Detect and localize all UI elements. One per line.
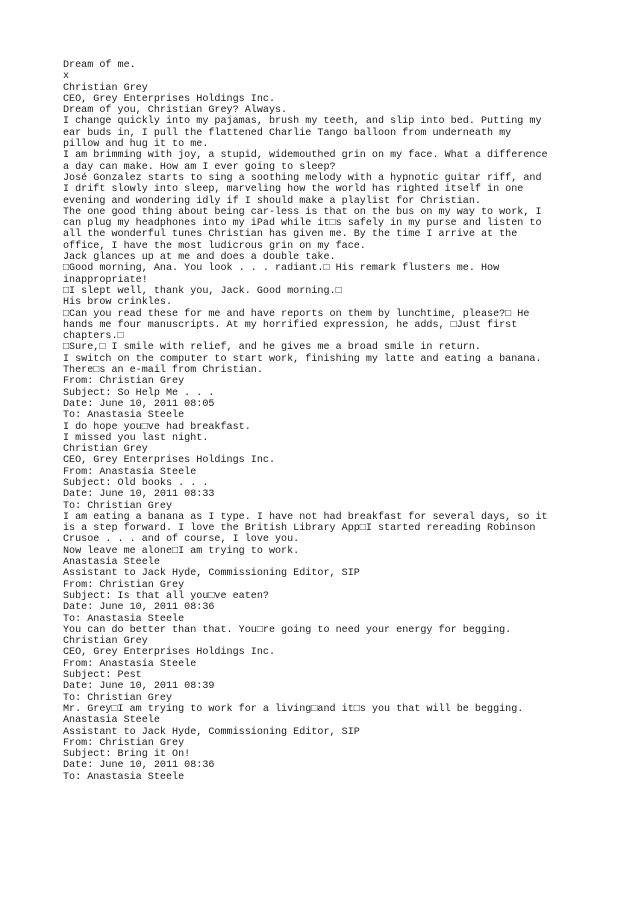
text-line: From: Christian Grey [63,737,185,749]
text-line: Assistant to Jack Hyde, Commissioning Editor, SIP [63,726,360,738]
document-page [63,60,583,783]
text-line: Date: June 10, 2011 08:36 [63,602,215,614]
text-line: From: Anastasia Steele [63,658,197,670]
text-line: The one good thing about being car-less is that on the bus on my way to work, I [63,206,542,218]
text-line: Christian Grey [63,636,148,648]
text-line: There□s an e-mail from Christian. [63,365,263,377]
text-line: a day can make. How am I ever going to sleep? [63,161,336,173]
text-line: evening and wondering idly if I should make a playlist for Christian. [63,195,481,207]
text-line: Jack glances up at me and does a double take. [63,252,336,264]
text-line: Anastasia Steele [63,557,160,569]
text-line: Subject: Is that all you□ve eaten? [63,590,269,602]
text-line: His brow crinkles. [63,297,173,309]
text-line: □Sure,□ I smile with relief, and he gives me a broad smile in return. [63,342,481,354]
text-line: To: Anastasia Steele [63,613,185,625]
text-line: I switch on the computer to start work, finishing my latte and eating a banana. [63,353,542,365]
text-line: □Good morning, Ana. You look . . . radiant.□ His remark flusters me. How [63,263,500,275]
text-line: From: Christian Grey [63,579,185,591]
text-line: I am eating a banana as I type. I have not had breakfast for several days, so it [63,511,548,523]
text-line: Assistant to Jack Hyde, Commissioning Editor, SIP [63,568,360,580]
text-line: chapters.□ [63,331,124,343]
text-line: hands me four manuscripts. At my horrified expression, he adds, □Just first [63,319,518,331]
text-line: Date: June 10, 2011 08:39 [63,681,215,693]
text-line: From: Christian Grey [63,376,185,388]
text-line: Dream of me. [63,60,136,71]
text-line: Crusoe . . . and of course, I love you. [63,534,300,546]
text-line: inappropriate! [63,274,148,286]
text-line: Subject: Bring it On! [63,749,191,761]
text-line: Christian Grey [63,82,148,94]
text-line: can plug my headphones into my iPad while it□s safely in my purse and listen to [63,218,542,230]
text-line: Date: June 10, 2011 08:05 [63,398,215,410]
text-line: Subject: So Help Me . . . [63,387,215,399]
text-line: To: Anastasia Steele [63,771,185,783]
text-line: You can do better than that. You□re going to need your energy for begging. [63,624,512,636]
text-line: is a step forward. I love the British Library App□I started rereading Robinson [63,523,536,535]
text-line: I drift slowly into sleep, marveling how the world has righted itself in one [63,184,524,196]
text-line: CEO, Grey Enterprises Holdings Inc. [63,647,276,659]
text-line: Subject: Old books . . . [63,477,209,489]
text-line: Date: June 10, 2011 08:33 [63,489,215,501]
text-line: Dream of you, Christian Grey? Always. [63,105,288,117]
text-line: x [63,71,70,83]
text-line: ear buds in, I pull the flattened Charlie Tango balloon from underneath my [63,127,512,139]
text-line: Subject: Pest [63,670,142,682]
text-line: I missed you last night. [63,432,209,444]
text-line: all the wonderful tunes Christian has given me. By the time I arrive at the [63,229,518,241]
text-line: office, I have the most ludicrous grin on my face. [63,240,366,252]
text-line: I change quickly into my pajamas, brush my teeth, and slip into bed. Putting my [63,116,542,128]
text-line: To: Anastasia Steele [63,410,185,422]
text-line: Now leave me alone□I am trying to work. [63,545,300,557]
text-line: Mr. Grey□I am trying to work for a living□and it□s you that will be begging. [63,703,524,715]
text-line: CEO, Grey Enterprises Holdings Inc. [63,455,276,467]
text-line: Anastasia Steele [63,715,160,727]
text-line: □Can you read these for me and have reports on them by lunchtime, please?□ He [63,308,530,320]
text-line: I am brimming with joy, a stupid, widemouthed grin on my face. What a difference [63,150,548,162]
text-line: pillow and hug it to me. [63,139,209,151]
text-line: To: Christian Grey [63,692,173,704]
text-line: José Gonzalez starts to sing a soothing melody with a hypnotic guitar riff, and [63,172,542,184]
text-line: To: Christian Grey [63,500,173,512]
text-line: Christian Grey [63,444,148,456]
text-line: Date: June 10, 2011 08:36 [63,760,215,772]
text-line: CEO, Grey Enterprises Holdings Inc. [63,93,276,105]
text-line: □I slept well, thank you, Jack. Good morning.□ [63,285,342,297]
text-line: From: Anastasia Steele [63,466,197,478]
text-line: I do hope you□ve had breakfast. [63,421,251,433]
